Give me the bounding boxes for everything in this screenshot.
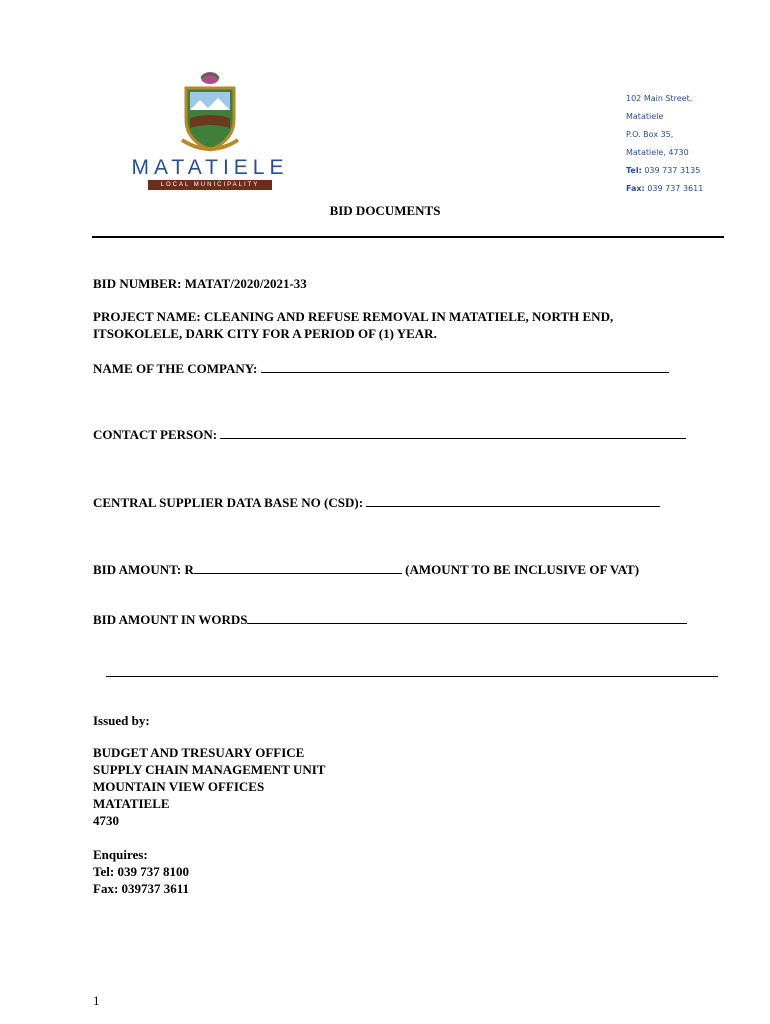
enquires-label: Enquires: xyxy=(93,847,148,862)
address-fax xyxy=(626,180,703,198)
issuer-line: MOUNTAIN VIEW OFFICES xyxy=(93,779,265,794)
bid-amount-field[interactable] xyxy=(194,562,402,574)
issuer-line: 4730 xyxy=(93,813,119,828)
address-block xyxy=(626,90,703,198)
contact-label: CONTACT PERSON: xyxy=(93,427,218,442)
csd-number-field[interactable] xyxy=(366,495,660,507)
enquires-fax: Fax: 039737 3611 xyxy=(93,881,190,896)
document-title: BID DOCUMENTS xyxy=(329,203,441,218)
logo-wordmark: MATATIELE xyxy=(131,156,289,179)
issued-by: Issued by: xyxy=(93,713,150,728)
address-postal: Matatiele, 4730 xyxy=(626,148,689,157)
address-tel xyxy=(626,162,703,180)
project-name-line-2: ITSOKOLELE, DARK CITY FOR A PERIOD OF (1) YEAR. xyxy=(93,326,437,341)
company-label: NAME OF THE COMPANY: xyxy=(93,361,258,376)
address-po-box: P.O. Box 35, xyxy=(626,130,674,139)
csd-label: CENTRAL SUPPLIER DATA BASE NO (CSD): xyxy=(93,495,364,510)
issuer-line: BUDGET AND TRESUARY OFFICE xyxy=(93,745,305,760)
fax-value: 039 737 3611 xyxy=(647,184,704,193)
bid-number: BID NUMBER: MATAT/2020/2021-33 xyxy=(93,276,307,291)
bid-amount-note: (AMOUNT TO BE INCLUSIVE OF VAT) xyxy=(405,562,640,577)
project-name-line-1: PROJECT NAME: CLEANING AND REFUSE REMOVAL IN MATATIELE, NORTH END, xyxy=(93,309,614,324)
enquires-tel: Tel: 039 737 8100 xyxy=(93,864,189,879)
contact-person-field[interactable] xyxy=(220,427,686,439)
company-name-field[interactable] xyxy=(261,361,669,373)
bid-words-continuation-line[interactable] xyxy=(106,676,718,677)
address-street: 102 Main Street, xyxy=(626,94,693,103)
contact-person-row xyxy=(93,427,686,443)
address-town: Matatiele xyxy=(626,112,664,121)
bid-words-field[interactable] xyxy=(247,612,687,624)
page-number: 1 xyxy=(93,993,100,1008)
municipality-logo xyxy=(118,70,302,192)
tel-value: 039 737 3135 xyxy=(644,166,701,175)
tel-label: Tel: xyxy=(626,166,642,175)
bid-words-label: BID AMOUNT IN WORDS xyxy=(93,612,248,627)
logo-ribbon: LOCAL MUNICIPALITY xyxy=(148,180,272,190)
issuer-line: MATATIELE xyxy=(93,796,170,811)
csd-row xyxy=(93,495,660,511)
bid-words-row xyxy=(93,612,687,628)
bid-amount-row xyxy=(93,562,639,578)
fax-label: Fax: xyxy=(626,184,645,193)
bid-amount-label: BID AMOUNT: R xyxy=(93,562,194,577)
coat-of-arms-icon xyxy=(178,70,242,156)
title-rule xyxy=(92,236,724,238)
company-name-row xyxy=(93,361,669,377)
issuer-line: SUPPLY CHAIN MANAGEMENT UNIT xyxy=(93,762,326,777)
